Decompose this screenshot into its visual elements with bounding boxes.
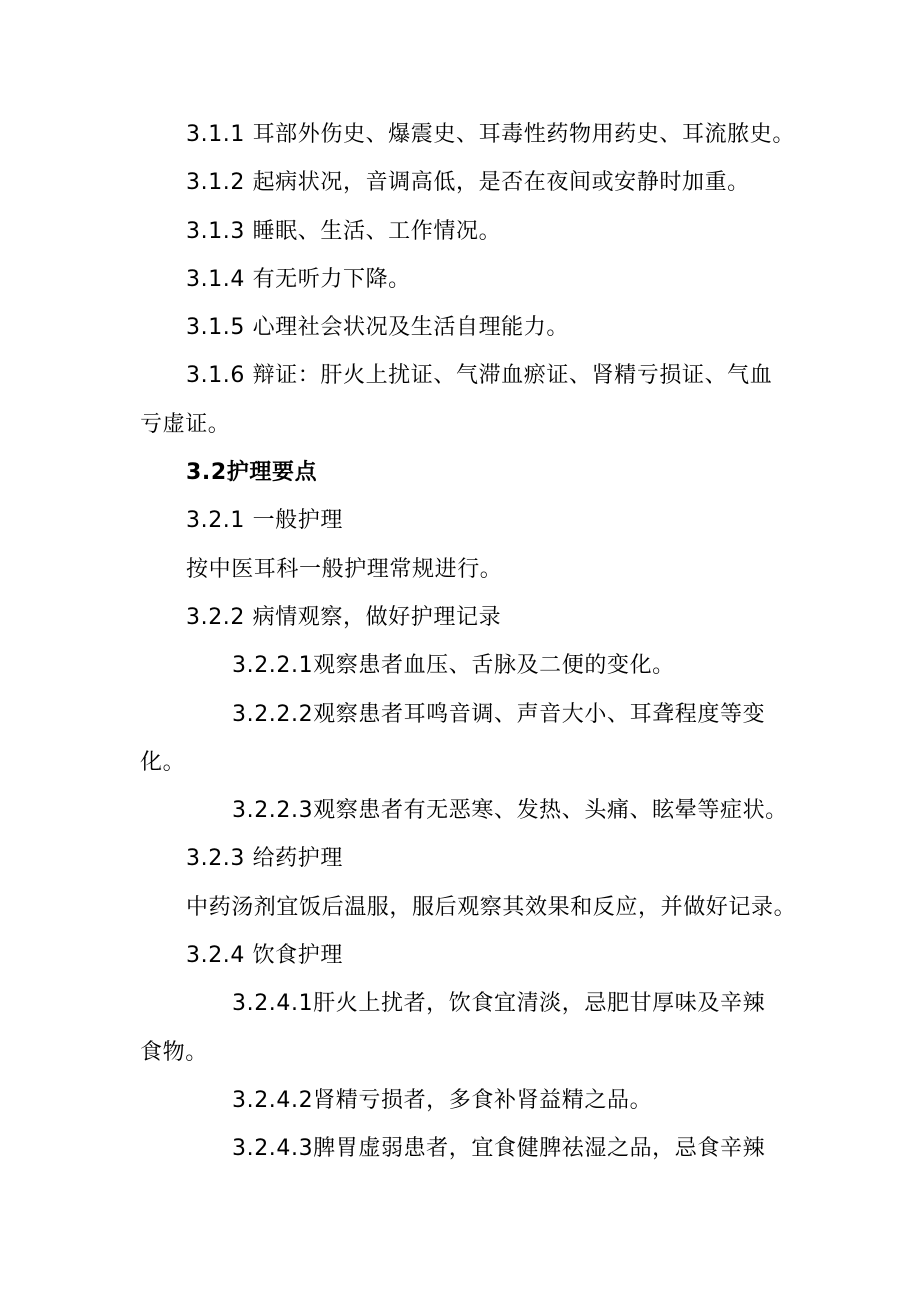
section-number: 3.2 (186, 460, 227, 485)
text-line (186, 603, 501, 633)
text-line (186, 893, 796, 923)
line-text: 睡眠、生活、工作情况。 (252, 219, 502, 244)
line-text: 脾胃虚弱患者，宜食健脾祛湿之品，忌食辛辣 (313, 1136, 766, 1161)
section-number: 3.2.4 (186, 943, 253, 968)
text-line (186, 265, 411, 295)
text-line (140, 1038, 208, 1068)
section-number: 3.2.2.3 (232, 798, 314, 823)
text-line (186, 361, 772, 391)
line-text: 饮食护理 (252, 943, 343, 968)
line-text: 食物。 (140, 1040, 208, 1065)
text-line (186, 506, 343, 536)
text-line (186, 941, 343, 971)
section-number: 3.1.3 (186, 219, 253, 244)
line-text: 观察患者血压、舌脉及二便的变化。 (313, 653, 675, 678)
line-text: 肾精亏损者，多食补肾益精之品。 (313, 1088, 653, 1113)
line-text: 辩证：肝火上扰证、气滞血瘀证、肾精亏损证、气血 (252, 363, 773, 388)
text-line (186, 217, 501, 247)
text-line (232, 651, 675, 681)
text-line (140, 410, 230, 440)
line-text: 中药汤剂宜饭后温服，服后观察其效果和反应，并做好记录。 (186, 895, 797, 920)
line-text: 给药护理 (252, 846, 343, 871)
text-line (232, 989, 765, 1019)
line-text: 肝火上扰者，饮食宜清淡，忌肥甘厚味及辛辣 (313, 991, 766, 1016)
line-text: 耳部外伤史、爆震史、耳毒性药物用药史、耳流脓史。 (252, 122, 795, 147)
section-number: 3.1.6 (186, 363, 253, 388)
text-line (186, 168, 750, 198)
text-line (140, 748, 185, 778)
line-text: 按中医耳科一般护理常规进行。 (186, 557, 503, 582)
line-text: 亏虚证。 (140, 412, 231, 437)
line-text: 观察患者耳鸣音调、声音大小、耳聋程度等变 (313, 702, 766, 727)
line-text: 病情观察，做好护理记录 (252, 605, 502, 630)
section-heading (186, 458, 317, 488)
section-number: 3.2.1 (186, 508, 253, 533)
text-line (232, 700, 765, 730)
section-number: 3.1.4 (186, 267, 253, 292)
section-number: 3.2.4.1 (232, 991, 314, 1016)
section-number: 3.2.2.1 (232, 653, 314, 678)
section-number: 3.2.2.2 (232, 702, 314, 727)
section-number: 3.2.4.3 (232, 1136, 314, 1161)
text-line (186, 555, 502, 585)
line-text: 护理要点 (226, 460, 318, 485)
section-number: 3.1.5 (186, 315, 253, 340)
section-number: 3.1.1 (186, 122, 253, 147)
section-number: 3.1.2 (186, 170, 253, 195)
text-line (186, 313, 569, 343)
section-number: 3.2.3 (186, 846, 253, 871)
line-text: 有无听力下降。 (252, 267, 411, 292)
text-line (232, 1086, 652, 1116)
text-line (232, 1134, 765, 1164)
line-text: 一般护理 (252, 508, 343, 533)
section-number: 3.2.2 (186, 605, 253, 630)
line-text: 心理社会状况及生活自理能力。 (252, 315, 569, 340)
line-text: 观察患者有无恶寒、发热、头痛、眩晕等症状。 (313, 798, 788, 823)
text-line (186, 844, 343, 874)
section-number: 3.2.4.2 (232, 1088, 314, 1113)
line-text: 起病状况，音调高低，是否在夜间或安静时加重。 (252, 170, 750, 195)
line-text: 化。 (140, 750, 186, 775)
text-line (186, 120, 795, 150)
text-line (232, 796, 788, 826)
